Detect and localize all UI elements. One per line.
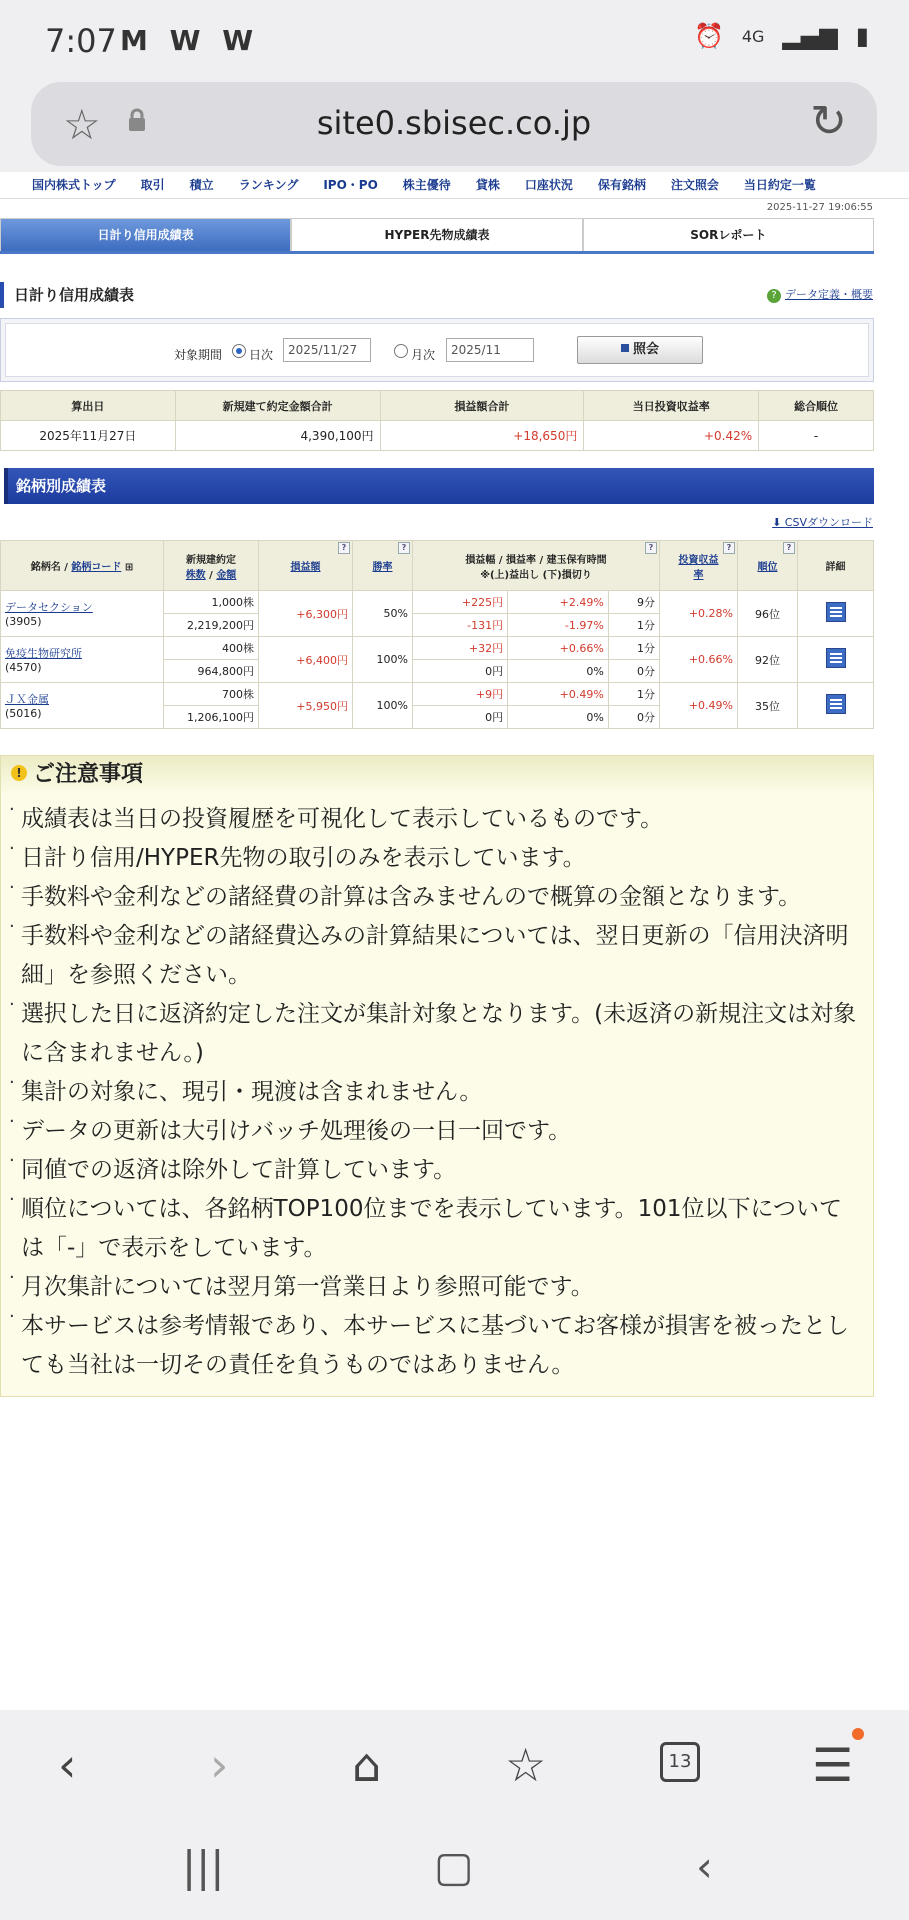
tabs-icon[interactable]: 13 [660, 1742, 700, 1782]
filter-panel [0, 318, 874, 382]
tab-hyper-futures[interactable]: HYPER先物成績表 [291, 218, 582, 251]
detail-memo-icon[interactable] [826, 694, 846, 714]
detail-cell [798, 683, 874, 729]
profit-range-cell: +225円 [413, 591, 508, 614]
col-header-pl [259, 541, 353, 591]
pl-cell: +6,400円 [259, 637, 353, 683]
nav-item-tsumitate[interactable]: 積立 [189, 178, 214, 192]
top-nav [0, 172, 909, 198]
nav-divider [0, 198, 909, 199]
status-icons [694, 22, 869, 50]
amount-cell: 1,206,100円 [164, 706, 259, 729]
notice-item: · 集計の対象に、現引・現渡は含まれません。 [21, 1073, 859, 1112]
profit-time-cell: 1分 [608, 637, 659, 660]
alarm-icon: ⏰ [693, 22, 724, 50]
loss-range-cell: 0円 [413, 660, 508, 683]
code-sort-link[interactable]: 銘柄コード [71, 562, 122, 573]
amount-cell: 2,219,200円 [164, 614, 259, 637]
network-label: 4G [741, 26, 765, 46]
expand-icon[interactable]: ⊞ [124, 562, 134, 573]
profit-rate-cell: +2.49% [508, 591, 609, 614]
help-link-label[interactable]: データ定義・概要 [785, 288, 873, 301]
shares-cell: 1,000株 [164, 591, 259, 614]
roi-sort-link[interactable]: 投資収益率 [678, 554, 719, 581]
header-contract-label: 新規建約定 [186, 554, 236, 566]
notification-dot [852, 1728, 864, 1740]
header-range-note: ※(上)益出し (下)損切り [480, 569, 592, 581]
summary-header: 新規建て約定金額合計 [175, 391, 380, 421]
win-rate-cell: 100% [353, 637, 413, 683]
notice-item: · 本サービスは参考情報であり、本サービスに基づいてお客様が損害を被ったとしても当社は一切その責任を負うものではありません。 [21, 1307, 859, 1385]
back-icon[interactable]: ‹ [58, 1738, 77, 1792]
help-icon[interactable]: ? [398, 542, 410, 554]
col-header-rank [738, 541, 798, 591]
col-header-detail: 詳細 [798, 541, 874, 591]
profit-time-cell: 1分 [608, 683, 659, 706]
help-icon[interactable]: ? [723, 542, 735, 554]
stock-results-table [0, 540, 874, 729]
col-header-win [353, 541, 413, 591]
notice-item: · 日計り信用/HYPER先物の取引のみを表示しています。 [21, 839, 859, 878]
profit-rate-cell: +0.49% [508, 683, 609, 706]
shares-sort-link[interactable]: 株数 [185, 569, 206, 581]
nav-item-trade[interactable]: 取引 [140, 178, 165, 192]
notice-item: · 手数料や金利などの諸経費込みの計算結果については、翌日更新の「信用決済明細」を参照ください。 [21, 917, 859, 995]
menu-icon[interactable]: ☰ [812, 1738, 854, 1792]
help-icon: ? [767, 289, 781, 303]
section-title: 日計り信用成績表 [0, 282, 874, 308]
forward-icon[interactable]: › [210, 1738, 229, 1792]
summary-date: 2025年11月27日 [1, 421, 176, 451]
detail-cell [798, 637, 874, 683]
battery-icon: ▮ [855, 22, 869, 50]
detail-memo-icon[interactable] [826, 648, 846, 668]
loss-rate-cell: -1.97% [508, 614, 609, 637]
summary-header: 総合順位 [759, 391, 874, 421]
pl-sort-link[interactable]: 損益額 [290, 562, 321, 573]
summary-header: 損益額合計 [380, 391, 584, 421]
notice-item: · 手数料や金利などの諸経費の計算は含みませんので概算の金額となります。 [21, 878, 859, 917]
loss-rate-cell: 0% [508, 660, 609, 683]
nav-item-ipo[interactable]: IPO・PO [323, 178, 378, 192]
rank-cell: 92位 [738, 637, 798, 683]
help-icon[interactable]: ? [645, 542, 657, 554]
rank-cell: 96位 [738, 591, 798, 637]
summary-pl-total: +18,650円 [380, 421, 584, 451]
bookmark-star-icon[interactable]: ☆ [63, 100, 101, 149]
period-label: 対象期間 [174, 348, 223, 362]
notice-list [1, 792, 873, 1385]
notice-item: · データの更新は大引けバッチ処理後の一日一回です。 [21, 1112, 859, 1151]
notice-title: ご注意事項 [33, 762, 144, 787]
notice-header [1, 756, 873, 792]
browser-toolbar [0, 80, 909, 172]
system-nav [0, 1820, 909, 1920]
summary-table [0, 390, 874, 451]
notification-icons: M W W [120, 24, 260, 57]
summary-contract-total: 4,390,100円 [175, 421, 380, 451]
col-header-contract: 新規建約定 株数 / 金額 [164, 541, 259, 591]
stock-results-band: 銘柄別成績表 [0, 468, 874, 504]
roi-cell: +0.28% [660, 591, 738, 637]
nav-item-ranking[interactable]: ランキング [238, 178, 299, 192]
header-name-label: 銘柄名 / [30, 562, 68, 573]
detail-memo-icon[interactable] [826, 602, 846, 622]
amount-cell: 964,800円 [164, 660, 259, 683]
monthly-radio[interactable] [394, 344, 408, 358]
nav-item-orders[interactable]: 注文照会 [670, 178, 719, 192]
stock-name-link[interactable]: 免疫生物研究所 [5, 647, 82, 660]
warning-icon: ! [11, 765, 27, 781]
report-tabs [0, 218, 874, 254]
summary-header: 当日投資収益率 [584, 391, 759, 421]
csv-download-link[interactable] [772, 514, 873, 530]
status-bar [0, 0, 909, 80]
pl-cell: +6,300円 [259, 591, 353, 637]
notice-box [0, 755, 874, 1397]
col-header-name [1, 541, 164, 591]
rank-cell: 35位 [738, 683, 798, 729]
summary-rank: - [759, 421, 874, 451]
loss-range-cell: 0円 [413, 706, 508, 729]
reload-icon[interactable]: ↻ [810, 96, 847, 147]
shares-cell: 400株 [164, 637, 259, 660]
amount-sort-link[interactable]: 金額 [216, 569, 237, 581]
stock-code: (3905) [5, 615, 42, 628]
roi-cell: +0.66% [660, 637, 738, 683]
rank-sort-link[interactable]: 順位 [757, 562, 778, 573]
nav-item-yutai[interactable]: 株主優待 [402, 178, 451, 192]
inquiry-button-label: 照会 [632, 342, 659, 357]
header-range-label: 損益幅 / 損益率 / 建玉保有時間 [465, 554, 607, 566]
nav-item-kashikabu[interactable]: 貸株 [475, 178, 500, 192]
stock-name-cell [1, 683, 164, 729]
daily-label: 日次 [249, 348, 274, 362]
home-button-icon[interactable]: ▢ [434, 1842, 474, 1891]
stock-code: (5016) [5, 707, 42, 720]
browser-bottom-nav [0, 1710, 909, 1820]
notice-item: · 成績表は当日の投資履歴を可視化して表示しているものです。 [21, 800, 859, 839]
pl-cell: +5,950円 [259, 683, 353, 729]
tab-sor-report[interactable]: SORレポート [583, 218, 874, 251]
loss-rate-cell: 0% [508, 706, 609, 729]
notice-item: · 同値での返済は除外して計算しています。 [21, 1151, 859, 1190]
monthly-date-input[interactable]: 2025/11 [446, 338, 534, 362]
web-page [0, 172, 909, 1710]
stock-name-link[interactable]: データセクション [5, 601, 93, 614]
clock: 7:07 [45, 22, 117, 60]
recents-icon[interactable]: ||| [182, 1842, 225, 1891]
win-rate-cell: 50% [353, 591, 413, 637]
profit-time-cell: 9分 [608, 591, 659, 614]
home-icon[interactable]: ⌂ [352, 1738, 382, 1792]
stock-name-cell [1, 637, 164, 683]
inquiry-button[interactable] [577, 336, 703, 364]
stock-name-cell [1, 591, 164, 637]
filter-inner [5, 323, 869, 377]
win-sort-link[interactable]: 勝率 [372, 562, 393, 573]
profit-range-cell: +9円 [413, 683, 508, 706]
inquiry-icon [621, 344, 629, 352]
signal-icon: ▂▄▆ [782, 22, 838, 50]
help-icon[interactable]: ? [783, 542, 795, 554]
stock-code: (4570) [5, 661, 42, 674]
url-text[interactable]: site0.sbisec.co.jp [316, 104, 592, 142]
bookmarks-icon[interactable]: ☆ [505, 1738, 547, 1792]
system-back-icon[interactable]: ‹ [696, 1842, 713, 1891]
nav-item-holdings[interactable]: 保有銘柄 [597, 178, 646, 192]
monthly-label: 月次 [411, 348, 436, 362]
nav-item-domestic-top[interactable]: 国内株式トップ [32, 178, 116, 192]
csv-link-label[interactable]: CSVダウンロード [784, 516, 873, 529]
summary-roi: +0.42% [584, 421, 759, 451]
col-header-roi [660, 541, 738, 591]
roi-cell: +0.49% [660, 683, 738, 729]
data-definition-link[interactable] [767, 286, 873, 303]
notice-item: · 選択した日に返済約定した注文が集計対象となります。(未返済の新規注文は対象に含まれません。) [21, 995, 859, 1073]
nav-item-account[interactable]: 口座状況 [524, 178, 573, 192]
tab-daily-margin[interactable]: 日計り信用成績表 [0, 218, 291, 251]
win-rate-cell: 100% [353, 683, 413, 729]
stock-name-link[interactable]: ＪＸ金属 [5, 693, 49, 706]
shares-cell: 700株 [164, 683, 259, 706]
daily-date-input[interactable]: 2025/11/27 [283, 338, 371, 362]
download-icon: ⬇ [772, 516, 785, 529]
address-bar[interactable] [31, 82, 877, 166]
loss-range-cell: -131円 [413, 614, 508, 637]
loss-time-cell: 0分 [608, 660, 659, 683]
help-icon[interactable]: ? [338, 542, 350, 554]
loss-time-cell: 1分 [608, 614, 659, 637]
detail-cell [798, 591, 874, 637]
update-timestamp: 2025-11-27 19:06:55 [766, 202, 873, 213]
nav-item-executions[interactable]: 当日約定一覧 [743, 178, 816, 192]
col-header-range [413, 541, 660, 591]
notice-item: · 順位については、各銘柄TOP100位までを表示しています。101位以下については「-」で表示をしています。 [21, 1190, 859, 1268]
loss-time-cell: 0分 [608, 706, 659, 729]
daily-radio[interactable] [232, 344, 246, 358]
summary-header: 算出日 [1, 391, 176, 421]
profit-range-cell: +32円 [413, 637, 508, 660]
notice-item: · 月次集計については翌月第一営業日より参照可能です。 [21, 1268, 859, 1307]
profit-rate-cell: +0.66% [508, 637, 609, 660]
